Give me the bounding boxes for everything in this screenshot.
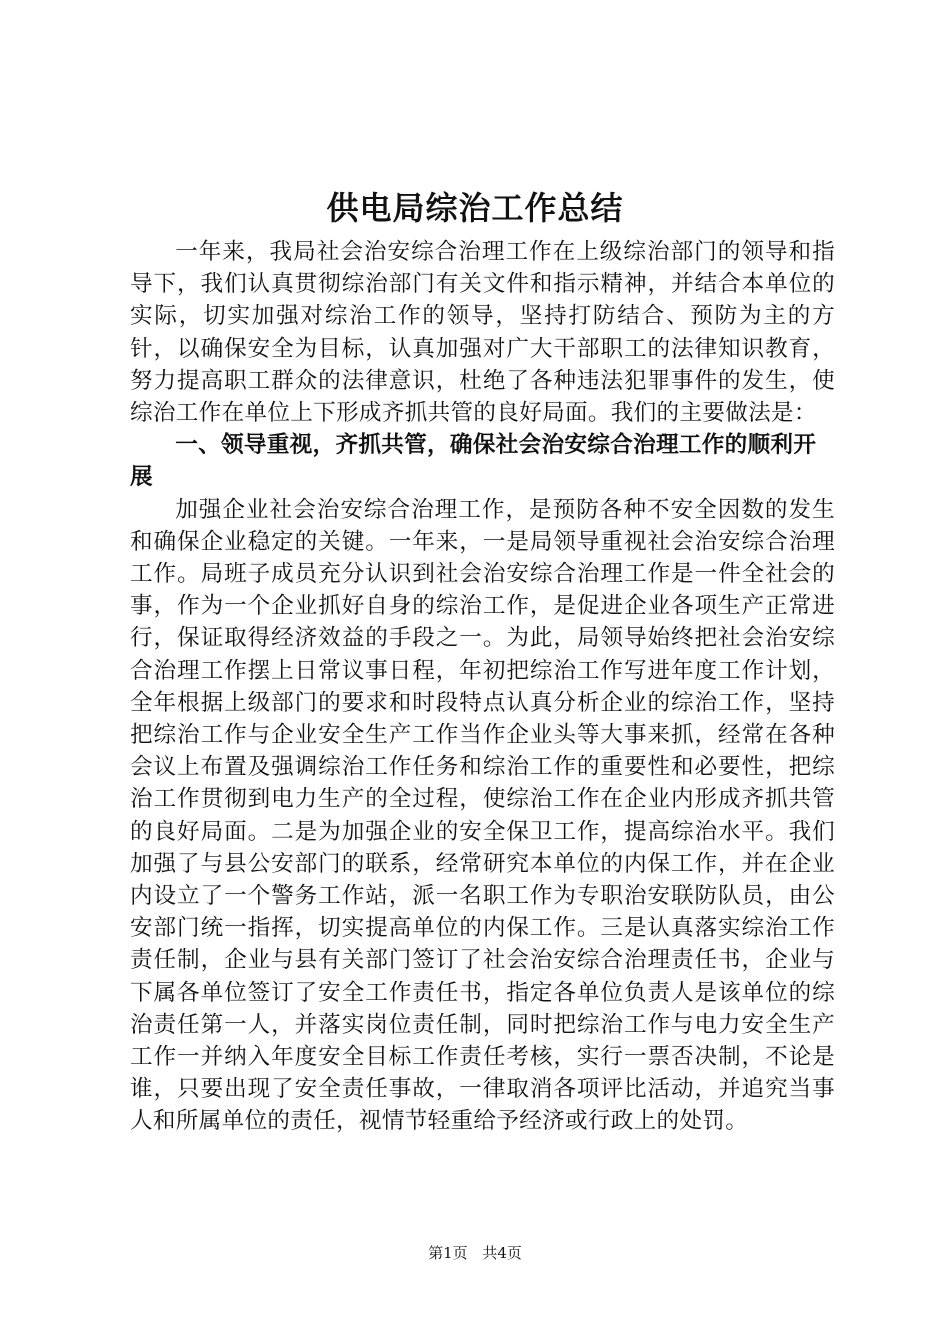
intro-paragraph: 一年来，我局社会治安综合治理工作在上级综治部门的领导和指导下，我们认真贯彻综治部门有关文件和指示精神，并结合本单位的实际，切实加强对综治工作的领导，坚持打防结合、预防为主的方针，以确保安全为目标，认真加强对广大干部职工的法律知识教育，努力提高职工群众的法律意识，杜绝了各种违法犯罪事件的发生，使综治工作在单位上下形成齐抓共管的良好局面。我们的主要做法是： (130, 239, 835, 427)
document-title: 供电局综治工作总结 (326, 189, 624, 227)
total-pages: 共4页 (482, 1244, 522, 1262)
section-heading: 一、领导重视，齐抓共管，确保社会治安综合治理工作的顺利开展 (130, 432, 817, 491)
body-paragraph: 加强企业社会治安综合治理工作，是预防各种不安全因数的发生和确保企业稳定的关键。一年来，一是局领导重视社会治安综合治理工作。局班子成员充分认识到社会治安综合治理工作是一件全社会的事，作为一个企业抓好自身的综治工作，是促进企业各项生产正常进行，保证取得经济效益的手段之一。为此，局领导始终把社会治安综合治理工作摆上日常议事日程，年初把综治工作写进年度工作计划，全年根据上级部门的要求和时段特点认真分析企业的综治工作，坚持把综治工作与企业安全生产工作当作企业头等大事来抓，经常在各种会议上布置及强调综治工作任务和综治工作的重要性和必要性，把综治工作贯彻到电力生产的全过程，使综治工作在企业内形成齐抓共管的良好局面。二是为加强企业的安全保卫工作，提高综治水平。我们加强了与县公安部门的联系，经常研究本单位的内保工作，并在企业内设立了一个警务工作站，派一名职工作为专职治安联防队员，由公安部门统一指挥，切实提高单位的内保工作。三是认真落实综治工作责任制，企业与县有关部门签订了社会治安综合治理责任书，企业与下属各单位签订了安全工作责任书，指定各单位负责人是该单位的综治责任第一人，并落实岗位责任制，同时把综治工作与电力安全生产工作一并纳入年度安全目标工作责任考核，实行一票否决制，不论是谁，只要出现了安全责任事故，一律取消各项评比活动，并追究当事人和所属单位的责任，视情节轻重给予经济或行政上的处罚。 (130, 496, 835, 1135)
document-body (130, 236, 835, 1138)
page-footer (0, 1243, 950, 1263)
page-number: 第1页 (428, 1244, 468, 1262)
